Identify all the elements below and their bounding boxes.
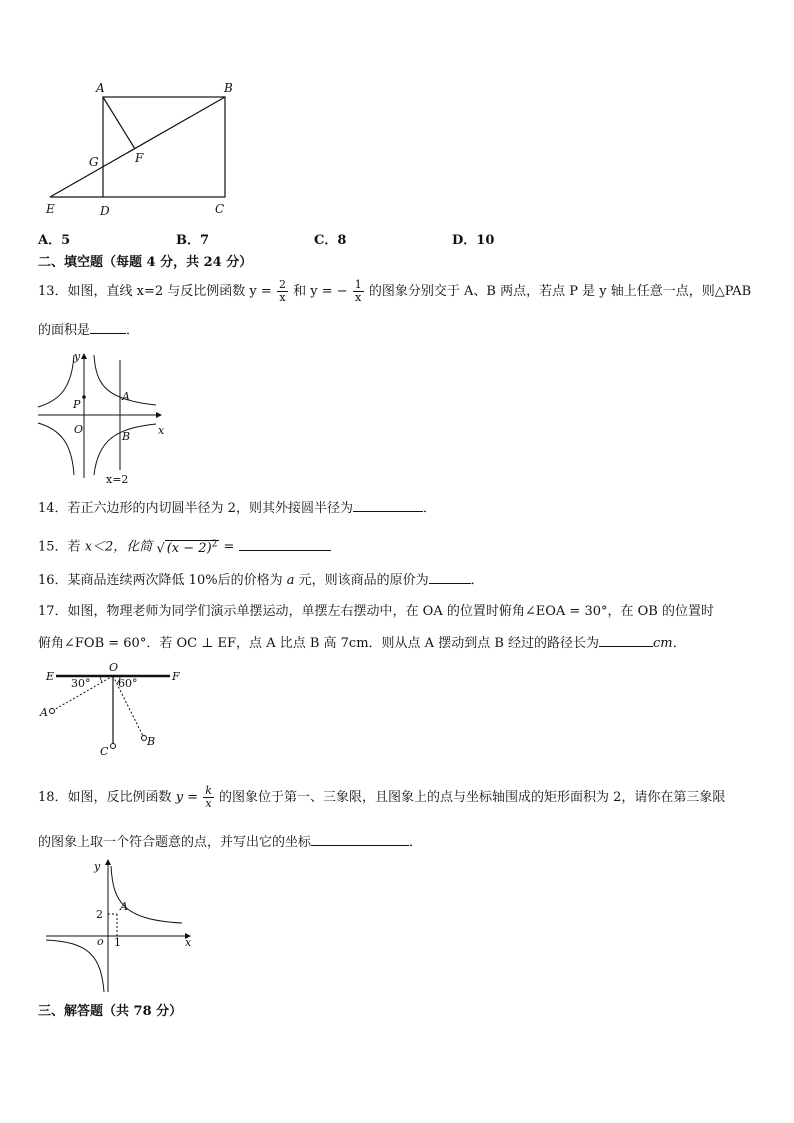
q13-label-x2: x=2 <box>106 473 129 486</box>
q18-prefix: 18．如图，反比例函数 <box>38 790 172 805</box>
q13-label-O: O <box>74 423 84 436</box>
q15-cond: x＜2，化简 <box>84 539 153 555</box>
q18-frac-den: x <box>205 797 212 810</box>
curve-neg1x-q2 <box>38 355 74 407</box>
q14-line <box>38 499 436 518</box>
q17-label-30: 30° <box>71 677 91 690</box>
q15-answer-blank[interactable] <box>239 538 331 551</box>
q15-eq: = <box>219 539 235 555</box>
q13-label-B: B <box>122 430 131 443</box>
choice-a: A．5 <box>38 233 71 248</box>
section3-heading: 三、解答题（共 78 分） <box>38 1004 183 1019</box>
q18-suffix: 的图象位于第一、三象限，且图象上的点与坐标轴围成的矩形面积为 2，请你在第三象限 <box>219 790 726 805</box>
q16-answer-blank[interactable] <box>429 571 471 584</box>
label-E: E <box>46 202 55 216</box>
figure-q13 <box>36 350 176 490</box>
q16-suffix: 元，则该商品的原价为 <box>298 573 429 588</box>
q13-frac2-den: x <box>355 291 362 304</box>
q17-line2-text: 俯角∠FOB = 60°．若 OC ⊥ EF，点 A 比点 B 高 7cm．则从点 A 摆动到点 B 经过的路径长为 <box>38 636 600 651</box>
q13-label-A: A <box>122 390 130 403</box>
q14-answer-blank[interactable] <box>353 499 423 512</box>
q18-label-A: A <box>120 900 128 913</box>
label-G: G <box>89 155 99 169</box>
q16-var: a <box>286 573 295 588</box>
q13-prefix: 13．如图，直线 x=2 与反比例函数 y = <box>38 284 272 299</box>
q15-sqrt: √ $(x - 2)^2$ <box>156 540 218 557</box>
q18-label-o: o <box>97 935 104 948</box>
q13-label-P: P <box>73 398 81 411</box>
bob-a <box>50 709 55 714</box>
q14-text: 14．若正六边形的内切圆半径为 2，则其外接圆半径为 <box>38 501 353 516</box>
q18-fraction <box>203 785 214 810</box>
q18-end: ． <box>409 835 423 850</box>
curve-2x-q3 <box>38 423 74 475</box>
q13-mid: 和 y = − <box>293 284 348 299</box>
label-C: C <box>215 202 225 216</box>
q13-answer-blank[interactable] <box>90 321 126 334</box>
bob-c <box>111 744 116 749</box>
bob-b <box>142 736 147 741</box>
label-D: D <box>100 204 110 218</box>
q18-line1 <box>38 785 725 810</box>
q15-prefix: 15．若 <box>38 539 81 555</box>
q17-answer-blank[interactable] <box>599 634 653 647</box>
choice-c: C．8 <box>314 233 347 248</box>
figure-q18 <box>44 856 200 996</box>
q18-frac-num: k <box>205 784 212 797</box>
label-A: A <box>96 81 105 95</box>
q13-line2 <box>38 321 139 340</box>
q13-frac1-num: 2 <box>278 278 286 291</box>
q17-label-O: O <box>109 661 119 674</box>
q17-label-E: E <box>46 670 55 683</box>
q18-y-eq: y = <box>175 790 199 805</box>
q16-line <box>38 571 484 590</box>
q13-fraction-1 <box>277 279 288 304</box>
q13-fraction-2 <box>353 279 364 304</box>
rectangle-abcd <box>103 97 225 197</box>
q15-line <box>38 536 331 558</box>
line-eb <box>50 97 225 197</box>
q13-end: ． <box>126 323 140 338</box>
q18-answer-blank[interactable] <box>311 833 409 846</box>
choice-b: B．7 <box>176 233 210 248</box>
q16-prefix: 16．某商品连续两次降低 10%后的价格为 <box>38 573 283 588</box>
q13-line2-text: 的面积是 <box>38 323 91 338</box>
q18-label-x: x <box>185 936 192 949</box>
point-p <box>82 395 86 399</box>
choice-d: D．10 <box>452 233 495 248</box>
q17-unit: cm． <box>653 636 686 651</box>
q13-suffix: 的图象分别交于 A、B 两点，若点 P 是 y 轴上任意一点，则△PAB <box>368 284 752 299</box>
q13-label-y: y <box>74 350 81 363</box>
q17-line2 <box>38 634 686 653</box>
label-B: B <box>224 81 233 95</box>
q18-label-1: 1 <box>114 936 121 949</box>
q17-label-F: F <box>172 670 180 683</box>
figure-q17 <box>34 658 194 758</box>
q18-line2-text: 的图象上取一个符合题意的点，并写出它的坐标 <box>38 835 312 850</box>
q13-frac1-den: x <box>279 291 286 304</box>
q17-line1: 17．如图，物理老师为同学们演示单摆运动，单摆左右摆动中，在 OA 的位置时俯角∠EOA = 30°，在 OB 的位置时 <box>38 604 714 619</box>
q13-line1 <box>38 279 751 304</box>
q13-label-x: x <box>158 424 165 437</box>
label-F: F <box>135 151 144 165</box>
q16-end: ． <box>470 573 484 588</box>
segment-af <box>103 97 135 149</box>
section2-heading: 二、填空题（每题 4 分，共 24 分） <box>38 255 253 270</box>
q14-end: ． <box>422 501 436 516</box>
figure-q12 <box>40 78 240 223</box>
q18-curve-q3 <box>46 940 104 992</box>
q17-label-B: B <box>147 735 156 748</box>
q18-line2 <box>38 833 422 852</box>
q15-radicand: (x − 2) <box>166 541 212 557</box>
q17-label-60: 60° <box>118 677 138 690</box>
q18-label-2: 2 <box>96 908 103 921</box>
q17-label-A: A <box>40 706 48 719</box>
q17-label-C: C <box>100 745 109 758</box>
q18-label-y: y <box>94 860 101 873</box>
q13-frac2-num: 1 <box>354 278 362 291</box>
q15-power: 2 <box>211 540 218 550</box>
q18-curve-q1 <box>111 866 182 923</box>
